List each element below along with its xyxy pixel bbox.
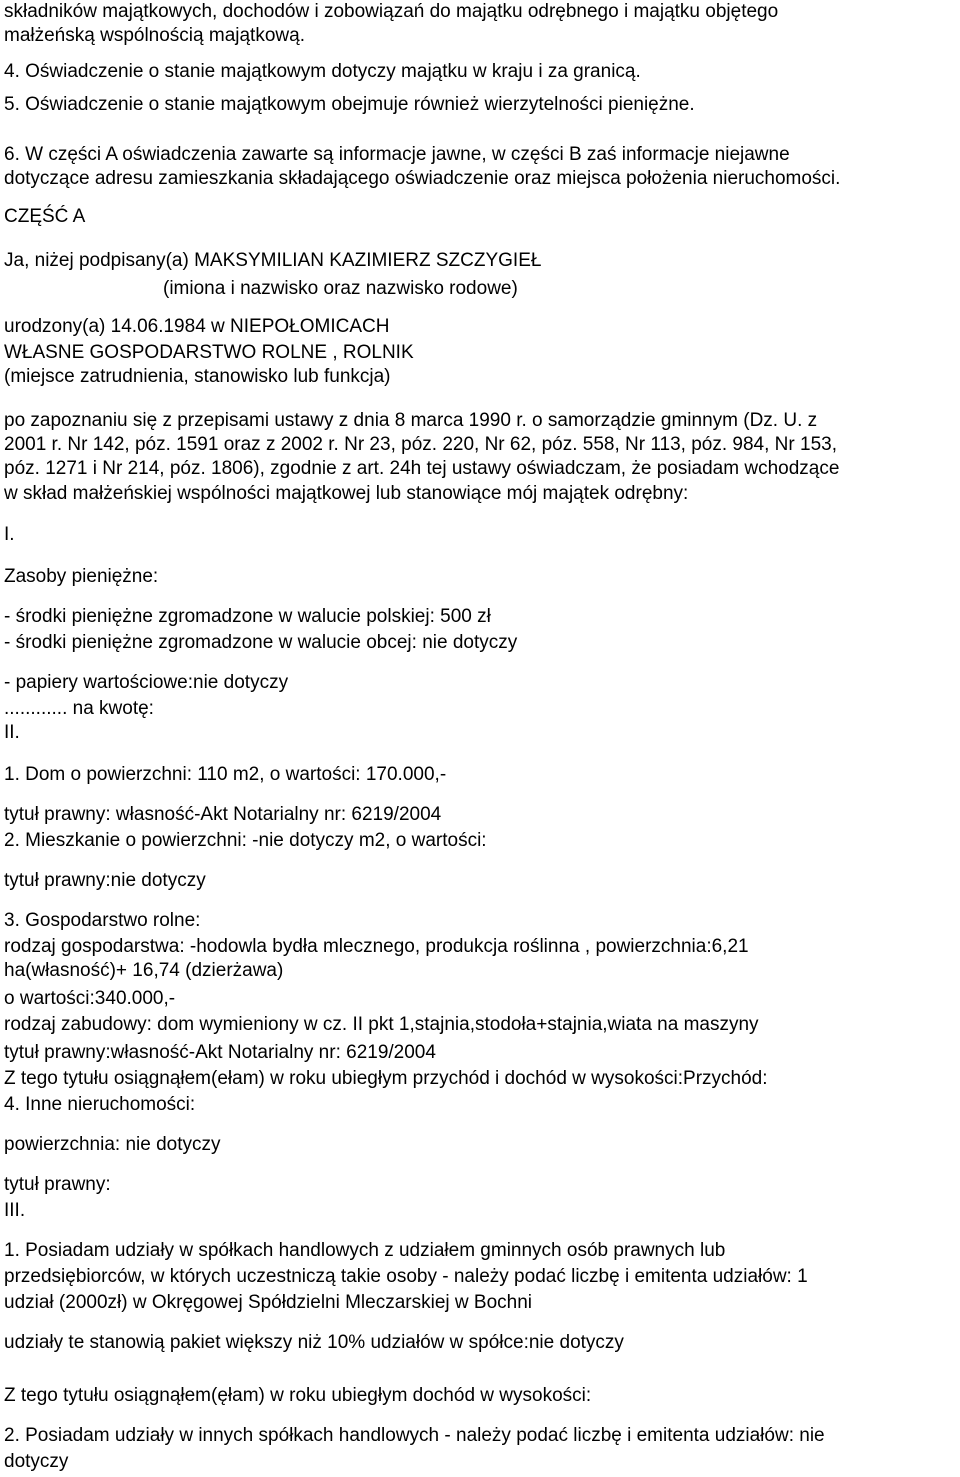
- list-item: 1. Dom o powierzchni: 110 m2, o wartości: 170.000,-: [4, 764, 447, 785]
- birth-line: urodzony(a) 14.06.1984 w NIEPOŁOMICACH: [4, 316, 390, 337]
- list-item: 2. Posiadam udziały w innych spółkach handlowych - należy podać liczbę i emitenta udziałów: nie: [4, 1425, 825, 1446]
- text-line: póz. 1271 i Nr 214, póz. 1806), zgodnie z art. 24h tej ustawy oświadczam, że posiadam wchodzące: [4, 458, 840, 479]
- text-line: tytuł prawny:: [4, 1174, 111, 1195]
- text-line: udziały te stanowią pakiet większy niż 10% udziałów w spółce:nie dotyczy: [4, 1332, 624, 1353]
- text-line: składników majątkowych, dochodów i zobowiązań do majątku odrębnego i majątku objętego: [4, 1, 779, 22]
- text-line: dotyczy: [4, 1451, 69, 1472]
- text-line: o wartości:340.000,-: [4, 988, 176, 1009]
- text-line: małżeńską wspólnością majątkową.: [4, 25, 305, 46]
- declarant-line: Ja, niżej podpisany(a) MAKSYMILIAN KAZIMIERZ SZCZYGIEŁ: [4, 250, 542, 271]
- section-heading: CZĘŚĆ A: [4, 206, 86, 227]
- text-line: powierzchnia: nie dotyczy: [4, 1134, 221, 1155]
- text-line: po zapoznaniu się z przepisami ustawy z dnia 8 marca 1990 r. o samorządzie gminnym (Dz. U. z: [4, 410, 818, 431]
- list-item-6: 6. W części A oświadczenia zawarte są informacje jawne, w części B zaś informacje niejawne: [4, 144, 790, 165]
- text-line: udział (2000zł) w Okręgowej Spółdzielni Mleczarskiej w Bochni: [4, 1292, 533, 1313]
- text-line: dotyczące adresu zamieszkania składającego oświadczenie oraz miejsca położenia nieruchomości.: [4, 168, 841, 189]
- list-item: - papiery wartościowe:nie dotyczy: [4, 672, 289, 693]
- text-line: ............ na kwotę:: [4, 698, 154, 719]
- text-line: tytuł prawny: własność-Akt Notarialny nr: 6219/2004: [4, 804, 442, 825]
- text-line: przedsiębiorców, w których uczestniczą takie osoby - należy podać liczbę i emitenta udziałów: 1: [4, 1266, 808, 1287]
- text-line: w skład małżeńskiej wspólności majątkowej lub stanowiące mój majątek odrębny:: [4, 483, 689, 504]
- text-line: tytuł prawny:nie dotyczy: [4, 870, 206, 891]
- list-item: - środki pieniężne zgromadzone w walucie polskiej: 500 zł: [4, 606, 491, 627]
- text-line: ha(własność)+ 16,74 (dzierżawa): [4, 960, 284, 981]
- list-item: 1. Posiadam udziały w spółkach handlowych z udziałem gminnych osób prawnych lub: [4, 1240, 726, 1261]
- text-line: 2001 r. Nr 142, póz. 1591 oraz z 2002 r. Nr 23, póz. 220, Nr 62, póz. 558, Nr 113, póz. 984, Nr 153,: [4, 434, 837, 455]
- list-item-5: 5. Oświadczenie o stanie majątkowym obejmuje również wierzytelności pieniężne.: [4, 94, 695, 115]
- list-item: 4. Inne nieruchomości:: [4, 1094, 196, 1115]
- section-number: II.: [4, 722, 20, 743]
- list-item: 3. Gospodarstwo rolne:: [4, 910, 201, 931]
- text-line: Z tego tytułu osiągnąłem(ęłam) w roku ubiegłym dochód w wysokości:: [4, 1385, 592, 1406]
- employment-line: WŁASNE GOSPODARSTWO ROLNE , ROLNIK: [4, 342, 414, 363]
- list-item: 2. Mieszkanie o powierzchni: -nie dotyczy m2, o wartości:: [4, 830, 487, 851]
- text-line: Z tego tytułu osiągnąłem(ełam) w roku ubiegłym przychód i dochód w wysokości:Przychód:: [4, 1068, 768, 1089]
- caption-name: (imiona i nazwisko oraz nazwisko rodowe): [163, 278, 518, 299]
- list-item: - środki pieniężne zgromadzone w walucie obcej: nie dotyczy: [4, 632, 518, 653]
- text-line: rodzaj gospodarstwa: -hodowla bydła mlecznego, produkcja roślinna , powierzchnia:6,21: [4, 936, 749, 957]
- text-line: tytuł prawny:własność-Akt Notarialny nr: 6219/2004: [4, 1042, 436, 1063]
- caption-employment: (miejsce zatrudnienia, stanowisko lub funkcja): [4, 366, 391, 387]
- list-item-4: 4. Oświadczenie o stanie majątkowym dotyczy majątku w kraju i za granicą.: [4, 61, 641, 82]
- text-line: rodzaj zabudowy: dom wymieniony w cz. II pkt 1,stajnia,stodoła+stajnia,wiata na maszyny: [4, 1014, 759, 1035]
- section-number: III.: [4, 1200, 26, 1221]
- subsection-heading: Zasoby pieniężne:: [4, 566, 159, 587]
- section-number: I.: [4, 524, 15, 545]
